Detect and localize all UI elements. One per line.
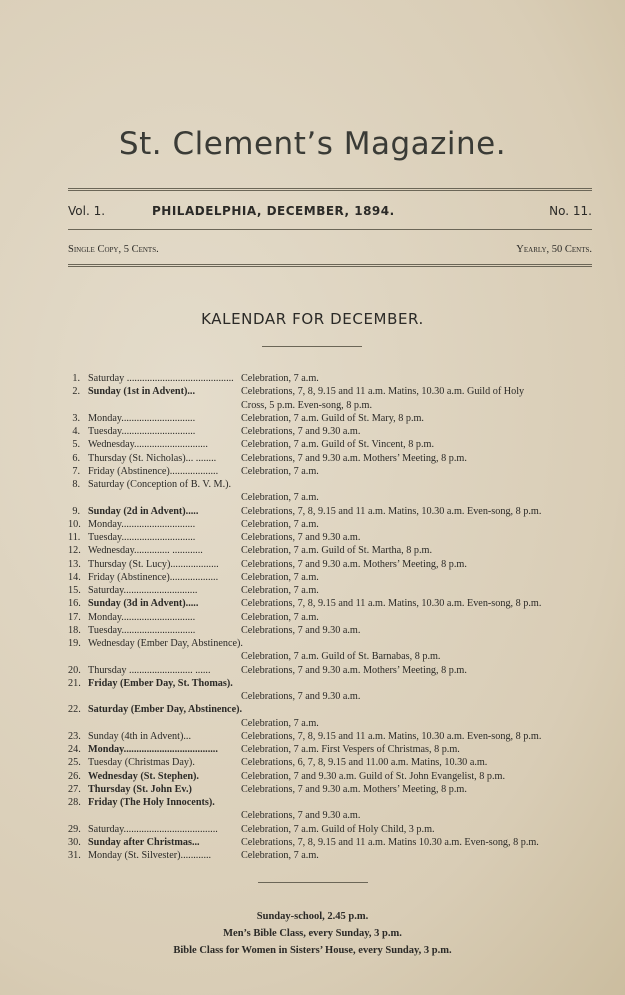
service-times: Celebration, 7 a.m. Guild of Holy Child, 3 p.m. [241,823,435,835]
kalendar-row [68,372,598,385]
service-times: Celebration, 7 a.m. Guild of St. Vincent, 8 p.m. [241,439,435,451]
service-times: Celebration, 7 a.m. [241,571,319,583]
service-times: Celebrations, 7 and 9.30 a.m. [241,810,361,822]
kalendar-row [68,743,598,756]
day-number: 20. [68,664,81,676]
service-times: Celebrations, 7 and 9.30 a.m. [241,624,361,636]
day-number: 18. [68,624,81,636]
day-number: 5. [72,439,80,451]
day-number: 3. [72,412,80,424]
day-number: 22. [68,704,81,716]
kalendar-row [68,650,598,663]
day-name: Monday............................. [88,611,196,623]
day-name: Tuesday............................. [88,532,196,543]
day-number: 15. [68,585,81,596]
service-times: Celebrations, 7, 8, 9.15 and 11 a.m. Matins, 10.30 a.m. Guild of Holy [241,386,525,398]
day-number: 23. [68,730,81,742]
service-times: Celebration, 7 a.m. Guild of St. Martha, 8 p.m. [241,545,432,557]
service-times: Celebration, 7 a.m. Guild of St. Mary, 8 p.m. [241,412,424,424]
day-name: Monday............................. [88,412,196,424]
day-name: Wednesday.............. ............ [88,545,203,557]
kalendar-row [68,438,598,451]
day-name: Saturday (Conception of B. V. M.). [88,479,232,490]
day-number: 24. [68,744,81,755]
kalendar-row [68,849,598,862]
service-times: Celebration, 7 a.m. [241,611,319,623]
day-number: 7. [72,465,80,477]
day-name: Thursday (St. John Ev.) [88,783,192,795]
day-name: Saturday..................................... [88,823,218,835]
kalendar-row [68,756,598,769]
service-times: Celebration, 7 and 9.30 a.m. Guild of St. John Evangelist, 8 p.m. [241,770,505,782]
day-number: 19. [68,638,81,649]
day-number: 1. [72,373,80,384]
service-times: Celebration, 7 a.m. [241,465,319,477]
day-name: Monday............................. [88,518,196,530]
kalendar-row [68,783,598,796]
kalendar-row [68,809,598,822]
kalendar-row [68,637,598,650]
day-number: 16. [68,598,81,610]
day-number: 12. [68,545,81,557]
sunday-school-line: Sunday-school, 2.45 p.m. [256,911,369,922]
kalendar-row [68,412,598,425]
day-number: 31. [68,850,81,861]
kalendar-row [68,399,598,412]
volume-label: Vol. 1. [68,204,106,218]
kalendar-row [68,385,598,398]
service-times: Celebrations, 7, 8, 9.15 and 11 a.m. Matins, 10.30 a.m. Even-song, 8 p.m. [241,598,542,610]
day-number: 30. [68,836,81,848]
kalendar-row [68,730,598,743]
kalendar-row [68,664,598,677]
kalendar-row [68,491,598,504]
service-times: Celebrations, 7 and 9.30 a.m. Mothers’ Meeting, 8 p.m. [241,558,467,570]
service-times: Celebrations, 7 and 9.30 a.m. Mothers’ Meeting, 8 p.m. [241,664,467,676]
day-number: 28. [68,797,81,808]
day-number: 14. [68,571,81,583]
day-name: Thursday ......................... ...... [88,664,211,676]
day-number: 8. [72,479,80,490]
day-name: Wednesday............................. [88,439,208,451]
header-rule-bottom [68,264,592,267]
kalendar-row [68,558,598,571]
day-name: Sunday (2d in Advent)..... [88,505,199,517]
service-times: Cross, 5 p.m. Even-song, 8 p.m. [241,399,373,411]
day-number: 9. [72,505,80,517]
kalendar-row [68,478,598,491]
day-name: Saturday (Ember Day, Abstinence). [88,704,243,716]
day-number: 6. [72,452,80,464]
day-name: Wednesday (St. Stephen). [88,770,199,782]
service-times: Celebration, 7 a.m. [241,585,319,596]
kalendar-row [68,717,598,730]
service-times: Celebrations, 7, 8, 9.15 and 11 a.m. Matins, 10.30 a.m. Even-song, 8 p.m. [241,505,542,517]
day-name: Friday (Ember Day, St. Thomas). [88,677,233,689]
day-name: Thursday (St. Nicholas)... ........ [88,452,217,464]
service-times: Celebrations, 7, 8, 9.15 and 11 a.m. Matins, 10.30 a.m. Even-song, 8 p.m. [241,730,542,742]
day-name: Friday (Abstinence)................... [88,571,219,583]
kalendar-row [68,677,598,690]
kalendar-row [68,531,598,544]
day-name: Friday (Abstinence)................... [88,465,219,477]
price-line [68,244,592,258]
header-rule-top [68,188,592,191]
mens-bible-class-line: Men’s Bible Class, every Sunday, 3 p.m. [223,928,402,939]
kalendar-row [68,571,598,584]
issue-number: No. 11. [549,204,592,218]
day-name: Saturday............................. [88,585,198,596]
service-times: Celebrations, 7 and 9.30 a.m. [241,691,361,702]
day-name: Sunday (3d in Advent)..... [88,598,199,610]
day-number: 4. [72,426,80,437]
day-number: 29. [68,823,81,835]
day-number: 11. [68,532,81,543]
kalendar-row [68,690,598,703]
kalendar-row [68,452,598,465]
kalendar-row [68,836,598,849]
day-number: 26. [68,770,81,782]
day-name: Tuesday............................. [88,426,196,437]
day-name: Friday (The Holy Innocents). [88,797,215,808]
service-times: Celebration, 7 a.m. [241,373,319,384]
service-times: Celebrations, 7 and 9.30 a.m. [241,532,361,543]
kalendar-row [68,597,598,610]
service-times: Celebrations, 7 and 9.30 a.m. Mothers’ Meeting, 8 p.m. [241,783,467,795]
service-times: Celebrations, 7 and 9.30 a.m. Mothers’ Meeting, 8 p.m. [241,452,467,464]
day-name: Sunday (4th in Advent)... [88,730,191,742]
service-times: Celebration, 7 a.m. [241,850,319,861]
service-times: Celebration, 7 a.m. [241,518,319,530]
day-name: Thursday (St. Lucy)................... [88,558,219,570]
magazine-title: St. Clement’s Magazine. [118,126,507,162]
day-number: 2. [72,386,80,398]
day-name: Saturday .......................................... [88,373,234,384]
issue-line [68,204,592,220]
day-name: Monday..................................... [88,744,218,755]
day-name: Monday (St. Silvester)............ [88,850,212,861]
service-times: Celebration, 7 a.m. [241,492,319,504]
service-times: Celebration, 7 a.m. Guild of St. Barnabas, 8 p.m. [241,651,441,663]
service-times: Celebration, 7 a.m. [241,717,319,729]
place-date: PHILADELPHIA, DECEMBER, 1894. [152,204,395,218]
kalendar-row [68,584,598,597]
single-copy-price: Single Copy, 5 Cents. [68,244,159,255]
day-name: Wednesday (Ember Day, Abstinence). [88,638,243,649]
kalendar-row [68,425,598,438]
day-number: 27. [68,783,81,795]
day-number: 10. [68,518,81,530]
day-number: 21. [68,677,81,689]
kalendar-heading: KALENDAR FOR DECEMBER. [201,310,424,328]
kalendar-row [68,505,598,518]
kalendar-row [68,796,598,809]
kalendar-row [68,544,598,557]
day-name: Sunday after Christmas... [88,836,200,848]
kalendar-row [68,624,598,637]
day-number: 17. [68,611,81,623]
heading-rule [262,346,362,347]
service-times: Celebrations, 7, 8, 9.15 and 11 a.m. Matins 10.30 a.m. Even-song, 8 p.m. [241,836,539,848]
header-rule-mid [68,229,592,230]
kalendar-row [68,703,598,716]
service-times: Celebrations, 7 and 9.30 a.m. [241,426,361,437]
day-number: 13. [68,558,81,570]
kalendar-row [68,611,598,624]
day-number: 25. [68,757,81,769]
service-times: Celebration, 7 a.m. First Vespers of Christmas, 8 p.m. [241,744,460,755]
day-name: Sunday (1st in Advent)... [88,386,195,398]
day-name: Tuesday (Christmas Day). [88,757,195,769]
kalendar-row [68,823,598,836]
kalendar-row [68,465,598,478]
service-times: Celebrations, 6, 7, 8, 9.15 and 11.00 a.m. Matins, 10.30 a.m. [241,757,488,769]
womens-bible-class-line: Bible Class for Women in Sisters’ House, every Sunday, 3 p.m. [173,945,452,956]
kalendar-row [68,518,598,531]
kalendar-row [68,770,598,783]
day-name: Tuesday............................. [88,624,196,636]
yearly-price: Yearly, 50 Cents. [516,244,592,255]
footer-rule [258,882,368,883]
